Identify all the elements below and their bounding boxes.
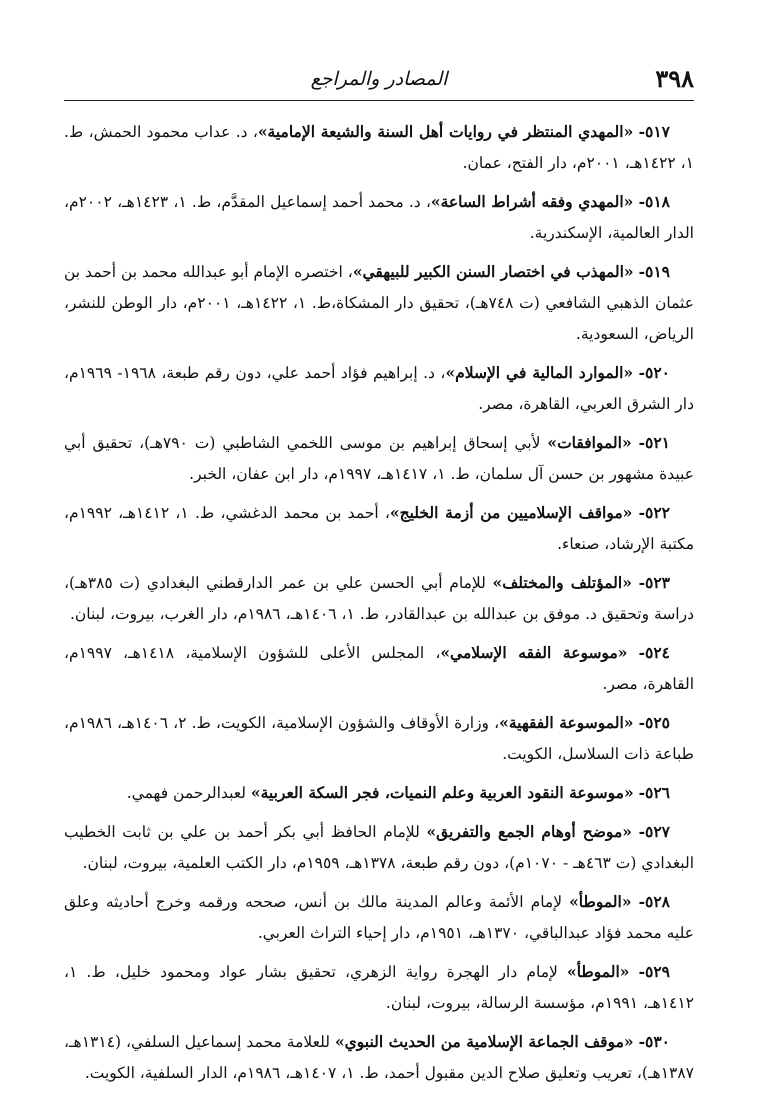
entry-title: «الموافقات» [547, 433, 632, 452]
running-title: المصادر والمراجع [310, 68, 448, 90]
entry-details: لأبي إسحاق إبراهيم بن موسى اللخمي الشاطبي (ت ٧٩٠هـ)، تحقيق أبي عبيدة مشهور بن حسن آل سلمان، ط. ١، ١٤١٧هـ، ١٩٩٧م، دار ابن عفان، الخبر. [64, 434, 694, 483]
entry-details: للإمام الحافظ أبي بكر أحمد بن علي بن ثابت الخطيب البغدادي (ت ٤٦٣هـ - ١٠٧٠م)، دون رقم طبعة، ١٣٧٨هـ، ١٩٥٩م، دار الكتب العلمية، بيروت، لبنان. [64, 823, 694, 872]
entry-details: ، د. محمد أحمد إسماعيل المقدَّم، ط. ١، ١٤٢٣هـ، ٢٠٠٢م، الدار العالمية، الإسكندرية. [64, 193, 694, 242]
entry-details: ، اختصره الإمام أبو عبدالله محمد بن أحمد بن عثمان الذهبي الشافعي (ت ٧٤٨هـ)، تحقيق دار المشكاة،ط. ١، ١٤٢٢هـ، ٢٠٠١م، دار الوطن للنشر، الرياض، السعودية. [64, 263, 694, 343]
entry-number: ٥٢٨- [638, 892, 670, 911]
entry-title: «الموارد المالية في الإسلام» [445, 363, 634, 382]
entry-number: ٥٢٥- [638, 713, 670, 732]
entry-title: «المهدي وفقه أشراط الساعة» [430, 192, 634, 211]
bibliography-entry [64, 777, 694, 809]
entry-number: ٥٢٢- [638, 503, 670, 522]
entry-details: للإمام أبي الحسن علي بن عمر الدارقطني البغدادي (ت ٣٨٥هـ)، دراسة وتحقيق د. موفق بن عبدالله بن عبدالقادر، ط. ١، ١٤٠٦هـ، ١٩٨٦م، دار الغرب، بيروت، لبنان. [64, 574, 694, 623]
bibliography-entry [64, 637, 694, 700]
entry-title: «موضح أوهام الجمع والتفريق» [426, 822, 632, 841]
entry-details: ، د. إبراهيم فؤاد أحمد علي، دون رقم طبعة، ١٩٦٨- ١٩٦٩م، دار الشرق العربي، القاهرة، مصر. [64, 364, 694, 413]
entry-details: لإمام دار الهجرة رواية الزهري، تحقيق بشار عواد ومحمود خليل، ط. ١، ١٤١٢هـ، ١٩٩١م، مؤسسة الرسالة، بيروت، لبنان. [64, 963, 694, 1012]
entry-details: ، أحمد بن محمد الدغشي، ط. ١، ١٤١٢هـ، ١٩٩٢م، مكتبة الإرشاد، صنعاء. [64, 504, 694, 553]
entry-number: ٥١٩- [638, 262, 670, 281]
bibliography-entry [64, 116, 694, 179]
entry-details: ، المجلس الأعلى للشؤون الإسلامية، ١٤١٨هـ، ١٩٩٧م، القاهرة، مصر. [64, 644, 694, 693]
bibliography-entry [64, 256, 694, 350]
entry-title: «المهذب في اختصار السنن الكبير للبيهقي» [352, 262, 634, 281]
entry-number: ٥٣٠- [638, 1032, 670, 1051]
entry-number: ٥٢٩- [638, 962, 670, 981]
entry-details: لعبدالرحمن فهمي. [126, 784, 251, 802]
page-header [64, 60, 694, 101]
bibliography-entry [64, 1026, 694, 1089]
bibliography-entry [64, 186, 694, 249]
entry-number: ٥١٨- [638, 192, 670, 211]
bibliography-entry [64, 707, 694, 770]
entry-number: ٥٢٣- [638, 573, 670, 592]
bibliography-entry [64, 357, 694, 420]
bibliography-entry [64, 497, 694, 560]
bibliography-entry [64, 956, 694, 1019]
entry-title: «الموطأ» [567, 962, 630, 981]
entry-number: ٥٢٦- [638, 783, 670, 802]
entry-details: ، د. عداب محمود الحمش، ط. ١، ١٤٢٢هـ، ٢٠٠١م، دار الفتح، عمان. [64, 123, 694, 172]
entry-details: ، وزارة الأوقاف والشؤون الإسلامية، الكويت، ط. ٢، ١٤٠٦هـ، ١٩٨٦م، طباعة ذات السلاسل، الكويت. [64, 714, 694, 763]
entry-title: «موسوعة الفقه الإسلامي» [440, 643, 628, 662]
bibliography-list [64, 116, 694, 1096]
page-number: ٣٩٨ [655, 64, 694, 93]
bibliography-entry [64, 886, 694, 949]
entry-number: ٥٢٧- [638, 822, 670, 841]
entry-title: «الموطأ» [569, 892, 632, 911]
entry-number: ٥٢١- [638, 433, 670, 452]
entry-title: «موقف الجماعة الإسلامية من الحديث النبوي» [334, 1032, 634, 1051]
entry-title: «مواقف الإسلاميين من أزمة الخليج» [389, 503, 633, 522]
bibliography-entry [64, 567, 694, 630]
entry-number: ٥٢٠- [638, 363, 670, 382]
entry-title: «موسوعة النقود العربية وعلم النميات، فجر السكة العربية» [250, 783, 634, 802]
entry-title: «المهدي المنتظر في روايات أهل السنة والشيعة الإمامية» [257, 122, 634, 141]
bibliography-entry [64, 816, 694, 879]
entry-title: «المؤتلف والمختلف» [492, 573, 632, 592]
entry-title: «الموسوعة الفقهية» [499, 713, 634, 732]
bibliography-entry [64, 427, 694, 490]
entry-number: ٥١٧- [638, 122, 670, 141]
entry-number: ٥٢٤- [638, 643, 670, 662]
entry-details: لإمام الأئمة وعالم المدينة مالك بن أنس، صححه ورقمه وخرج أحاديثه وعلق عليه محمد فؤاد عبدالباقي، ١٣٧٠هـ، ١٩٥١م، دار إحياء التراث العربي. [64, 893, 694, 942]
entry-details: للعلامة محمد إسماعيل السلفي، (١٣١٤هـ، ١٣٨٧هـ)، تعريب وتعليق صلاح الدين مقبول أحمد، ط. ١، ١٤٠٧هـ، ١٩٨٦م، الدار السلفية، الكويت. [64, 1033, 694, 1082]
